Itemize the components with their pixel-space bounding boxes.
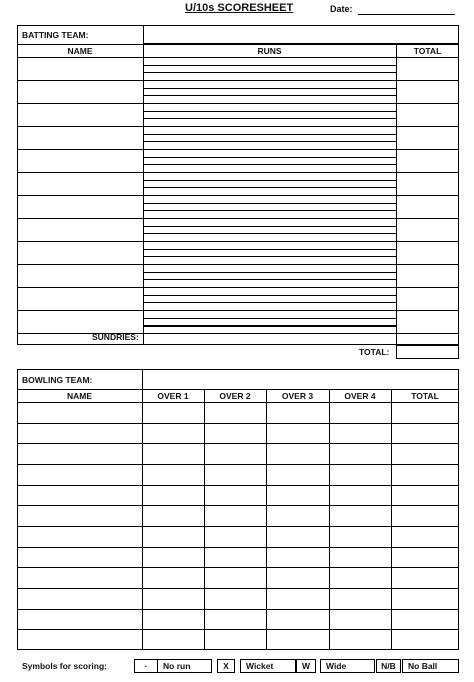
bowler-name-field[interactable] [18,548,141,567]
bowling-cell[interactable] [205,630,265,649]
batting-player-name-field[interactable] [18,265,142,286]
bowler-name-field[interactable] [18,527,141,546]
bowling-col-header: OVER 4 [344,391,376,401]
bowling-cell[interactable] [392,610,458,629]
bowling-cell[interactable] [330,610,390,629]
bowling-cell[interactable] [330,548,390,567]
bowling-cell[interactable] [330,568,390,587]
runs-subline [143,118,396,119]
bowling-cell[interactable] [143,403,203,422]
runs-subline [143,233,396,234]
batting-player-name-field[interactable] [18,127,142,148]
bowling-cell[interactable] [205,589,265,608]
batting-player-name-field[interactable] [18,242,142,263]
runs-subline [143,187,396,188]
bowler-name-field[interactable] [18,486,141,505]
bowling-cell[interactable] [267,610,328,629]
symbol-meaning: Wide [320,659,375,673]
sundries-label: SUNDRIES: [92,332,139,342]
batting-player-total-field[interactable] [397,81,458,102]
bowling-cell[interactable] [267,568,328,587]
bowling-cell[interactable] [330,486,390,505]
batting-player-total-field[interactable] [397,311,458,332]
bowler-name-field[interactable] [18,589,141,608]
symbol-meaning: No Ball [402,659,459,673]
bowler-name-field[interactable] [18,568,141,587]
bowling-cell[interactable] [267,465,328,484]
runs-subline [143,164,396,165]
bowling-cell[interactable] [267,424,328,443]
runs-subline [143,141,396,142]
scoresheet-title: U/10s SCORESHEET [185,2,294,14]
runs-subline [143,279,396,280]
batting-team-field[interactable] [143,25,459,44]
symbol-glyph: · [134,659,158,673]
bowler-name-field[interactable] [18,424,141,443]
batting-total-label: TOTAL: [359,347,390,357]
runs-subline [143,88,396,89]
symbol-meaning: No run [157,659,212,673]
batting-col-total-header: TOTAL [413,46,442,56]
batting-player-name-field[interactable] [18,288,142,309]
bowling-cell[interactable] [205,610,265,629]
batting-player-name-field[interactable] [18,173,142,194]
symbol-glyph: X [217,659,235,673]
runs-subline [143,134,396,135]
batting-player-name-field[interactable] [18,150,142,171]
bowling-cell[interactable] [392,403,458,422]
bowling-cell[interactable] [330,403,390,422]
bowler-name-field[interactable] [18,465,141,484]
bowling-cell[interactable] [205,424,265,443]
bowling-cell[interactable] [205,548,265,567]
bowling-cell[interactable] [330,589,390,608]
runs-subline [143,111,396,112]
batting-col-runs-header: RUNS [257,46,282,56]
bowling-cell[interactable] [392,630,458,649]
batting-player-name-field[interactable] [18,58,142,79]
bowler-name-field[interactable] [18,630,141,649]
bowling-col-header: OVER 2 [219,391,251,401]
runs-subline [143,203,396,204]
batting-player-total-field[interactable] [397,104,458,125]
batting-player-name-field[interactable] [18,104,142,125]
runs-subline [143,302,396,303]
batting-player-total-field[interactable] [397,219,458,240]
batting-player-total-field[interactable] [397,173,458,194]
symbol-glyph: N/B [376,659,401,673]
bowling-col-header: OVER 1 [157,391,189,401]
bowling-cell[interactable] [267,403,328,422]
bowling-cell[interactable] [392,444,458,463]
runs-subline [143,318,396,319]
batting-player-total-field[interactable] [397,127,458,148]
bowling-cell[interactable] [267,548,328,567]
bowling-cell[interactable] [330,527,390,546]
bowling-cell[interactable] [267,506,328,525]
bowling-cell[interactable] [205,506,265,525]
bowling-cell[interactable] [392,424,458,443]
bowler-name-field[interactable] [18,403,141,422]
runs-subline [143,180,396,181]
bowling-cell[interactable] [143,506,203,525]
bowling-team-label: BOWLING TEAM: [22,375,93,385]
batting-team-label: BATTING TEAM: [22,30,89,40]
runs-subline [143,249,396,250]
bowling-cell[interactable] [205,568,265,587]
sundries-field[interactable] [144,334,395,344]
bowling-cell[interactable] [330,444,390,463]
bowling-cell[interactable] [330,630,390,649]
symbol-glyph: W [296,659,316,673]
batting-player-total-field[interactable] [397,150,458,171]
bowling-col-header: OVER 3 [281,391,314,401]
bowling-cell[interactable] [267,527,328,546]
bowling-cell[interactable] [392,548,458,567]
runs-subline [143,272,396,273]
bowling-cell[interactable] [330,424,390,443]
bowling-cell[interactable] [267,444,328,463]
runs-subline [143,157,396,158]
bowling-cell[interactable] [205,444,265,463]
symbol-meaning: Wicket [240,659,296,673]
bowling-cell[interactable] [330,465,390,484]
symbols-label: Symbols for scoring: [22,661,108,671]
batting-player-name-field[interactable] [18,196,142,217]
bowling-cell[interactable] [392,568,458,587]
runs-subline [143,210,396,211]
runs-subline [143,95,396,96]
date-field[interactable] [358,14,455,15]
bowling-cell[interactable] [205,465,265,484]
batting-col-name-header: NAME [67,46,93,56]
bowling-col-header: NAME [66,391,93,401]
bowling-cell[interactable] [143,486,203,505]
bowling-cell[interactable] [392,589,458,608]
bowling-cell[interactable] [267,630,328,649]
bowling-cell[interactable] [205,486,265,505]
bowling-cell[interactable] [143,630,203,649]
runs-subline [143,326,396,327]
runs-subline [143,256,396,257]
bowler-name-field[interactable] [18,506,141,525]
batting-player-total-field[interactable] [397,242,458,263]
batting-player-name-field[interactable] [18,311,142,332]
batting-player-total-field[interactable] [397,288,458,309]
runs-subline [143,72,396,73]
bowling-cell[interactable] [143,610,203,629]
bowling-cell[interactable] [392,465,458,484]
bowling-cell[interactable] [205,403,265,422]
bowling-cell[interactable] [267,589,328,608]
bowling-cell[interactable] [143,548,203,567]
batting-total-field[interactable] [396,345,459,359]
bowling-col-header: TOTAL [411,391,439,401]
bowler-name-field[interactable] [18,610,141,629]
bowling-cell[interactable] [330,506,390,525]
bowling-cell[interactable] [392,527,458,546]
bowling-team-divider [17,389,459,390]
bowling-cell[interactable] [143,465,203,484]
batting-player-total-field[interactable] [397,265,458,286]
bowling-team-field[interactable] [143,370,458,389]
bowling-cell[interactable] [143,424,203,443]
batting-team-divider [17,44,459,45]
bowling-cell[interactable] [267,486,328,505]
batting-player-name-field[interactable] [18,219,142,240]
batting-player-total-field[interactable] [397,58,458,79]
bowling-cell[interactable] [143,589,203,608]
bowling-cell[interactable] [392,506,458,525]
bowler-name-field[interactable] [18,444,141,463]
bowling-cell[interactable] [205,527,265,546]
batting-player-name-field[interactable] [18,81,142,102]
bowling-cell[interactable] [143,527,203,546]
bowling-cell[interactable] [392,486,458,505]
date-label: Date: [330,4,353,14]
bowling-cell[interactable] [143,444,203,463]
runs-subline [143,226,396,227]
runs-subline [143,65,396,66]
batting-player-total-field[interactable] [397,196,458,217]
bowling-cell[interactable] [143,568,203,587]
runs-subline [143,295,396,296]
